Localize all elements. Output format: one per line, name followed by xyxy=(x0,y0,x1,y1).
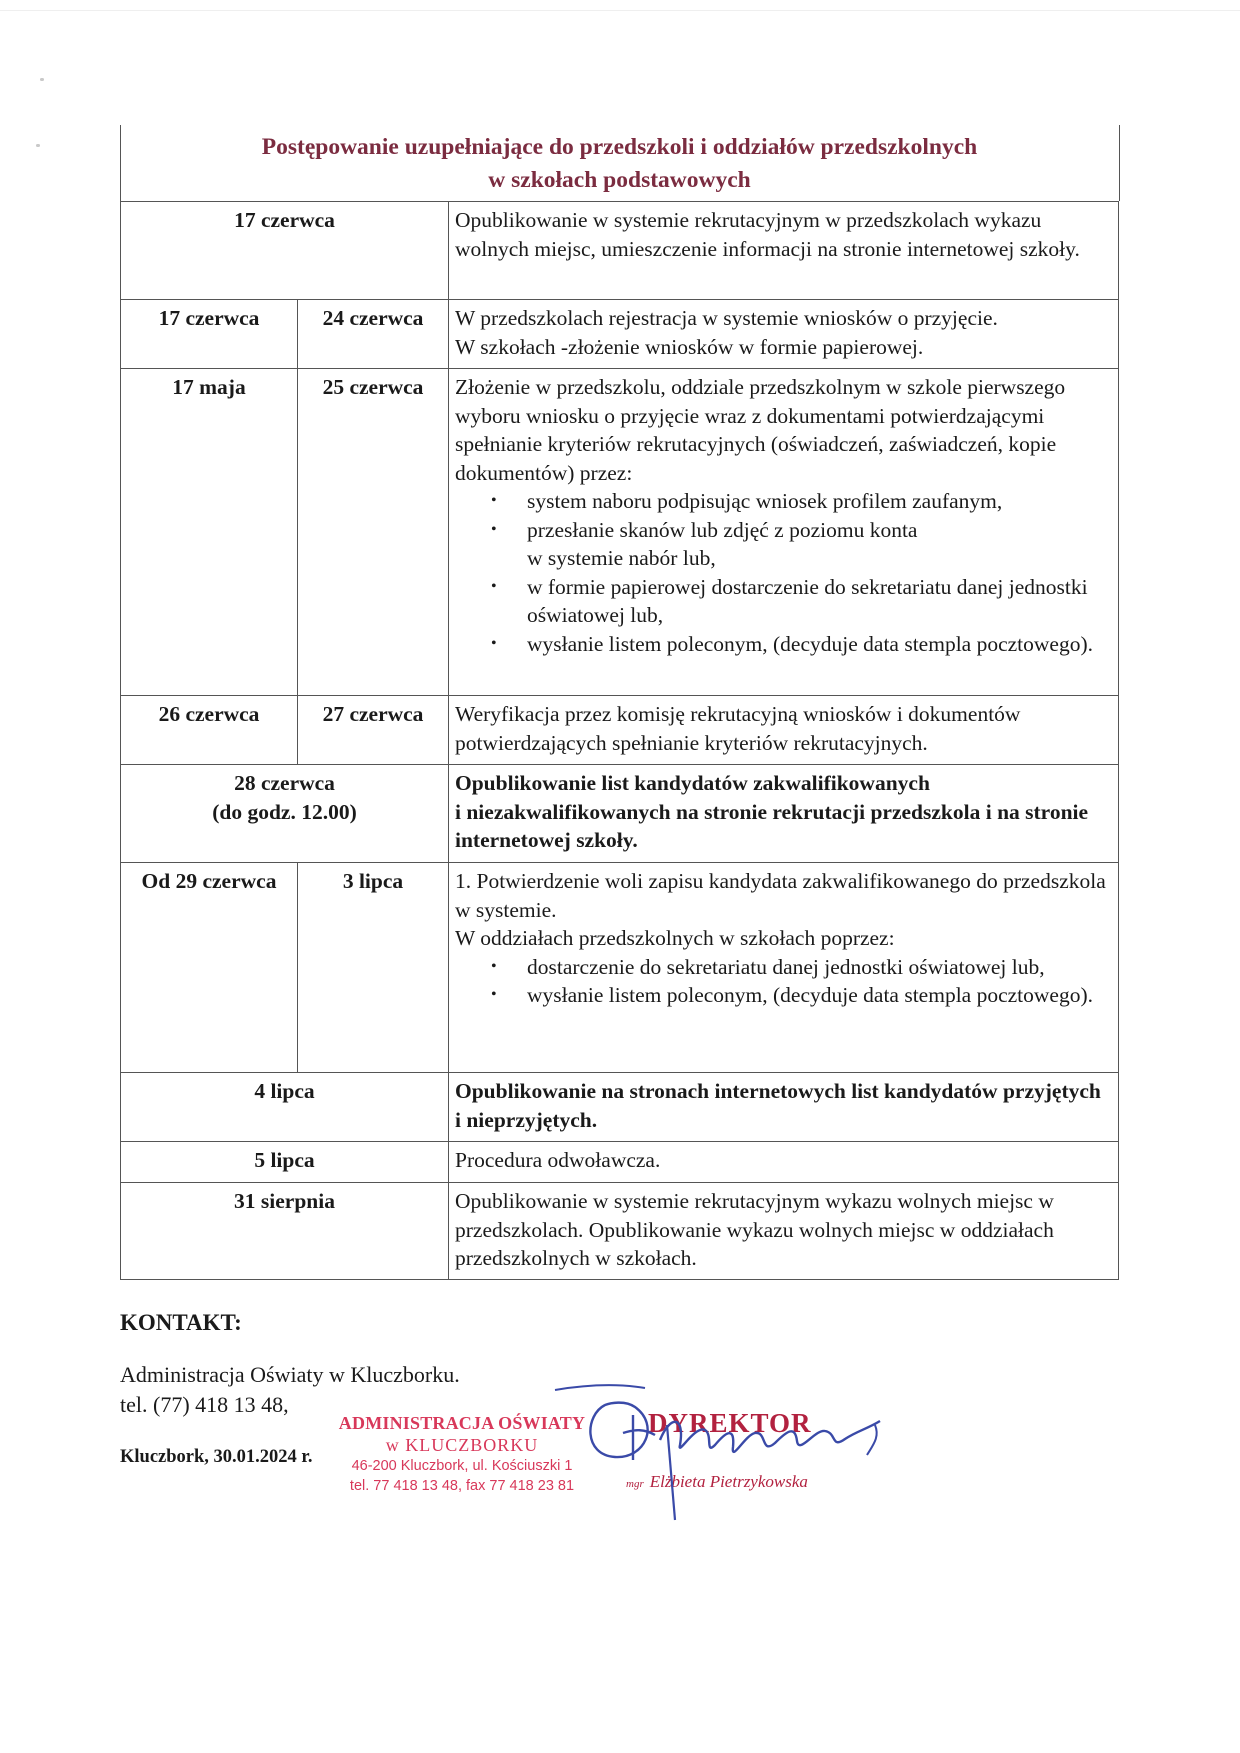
stamp-phone: tel. 77 418 13 48, fax 77 418 23 81 xyxy=(349,1478,575,1494)
bullet-list xyxy=(455,487,1112,658)
row-description-line: i niezakwalifikowanych na stronie rekrutacji przedszkola i na stronie internetowej szkoły. xyxy=(455,799,1089,852)
stamp-address: 46-200 Kluczbork, ul. Kościuszki 1 xyxy=(351,1458,573,1474)
row-description-line: Opublikowanie list kandydatów zakwalifikowanych xyxy=(455,771,930,795)
row-date: 5 lipca xyxy=(121,1142,449,1183)
table-row xyxy=(121,369,1119,696)
signatory-degree: mgr xyxy=(626,1478,644,1490)
row-date-to: 24 czerwca xyxy=(298,300,449,369)
list-item: • system naboru podpisując wniosek profilem zaufanym, xyxy=(527,487,1112,516)
office-stamp xyxy=(322,1412,602,1496)
list-item: • wysłanie listem poleconym, (decyduje data stempla pocztowego). xyxy=(527,981,1112,1010)
row-date-from: 17 maja xyxy=(121,369,298,696)
row-date-to: 25 czerwca xyxy=(298,369,449,696)
stamp-line-2: w KLUCZBORKU xyxy=(385,1435,539,1455)
row-date: 31 sierpnia xyxy=(121,1183,449,1280)
row-date xyxy=(121,765,449,863)
row-description xyxy=(449,765,1119,863)
row-date: 4 lipca xyxy=(121,1073,449,1142)
row-description xyxy=(449,369,1119,696)
row-description: Weryfikacja przez komisję rekrutacyjną wniosków i dokumentów potwierdzających spełnianie kryteriów rekrutacyjnych. xyxy=(449,696,1119,765)
table-title xyxy=(121,125,1119,202)
table-row xyxy=(121,696,1119,765)
table-title-row xyxy=(121,125,1119,202)
row-date-to: 27 czerwca xyxy=(298,696,449,765)
table-row xyxy=(121,1073,1119,1142)
signatory-full-name: Elżbieta Pietrzykowska xyxy=(649,1472,808,1491)
contact-phone: tel. (77) 418 13 48, xyxy=(120,1392,289,1417)
row-description: Opublikowanie w systemie rekrutacyjnym w przedszkolach wykazu wolnych miejsc, umieszczenie informacji na stronie internetowej szkoły. xyxy=(449,202,1119,300)
row-date-from: Od 29 czerwca xyxy=(121,863,298,1073)
row-description: Opublikowanie w systemie rekrutacyjnym wykazu wolnych miejsc w przedszkolach. Opublikowanie wykazu wolnych miejsc w oddziałach przedszkolnych w szkołach. xyxy=(449,1183,1119,1280)
signature-title: DYREKTOR xyxy=(648,1408,812,1438)
row-description-line: W oddziałach przedszkolnych w szkołach poprzez: xyxy=(455,926,895,950)
row-date-from: 17 czerwca xyxy=(121,300,298,369)
table-row xyxy=(121,765,1119,863)
list-item: • dostarczenie do sekretariatu danej jednostki oświatowej lub, xyxy=(527,953,1112,982)
contact-heading: KONTAKT: xyxy=(120,1310,242,1335)
row-description-line: W szkołach -złożenie wniosków w formie papierowej. xyxy=(455,334,924,359)
table-row xyxy=(121,202,1119,300)
scan-speck xyxy=(40,78,44,81)
contact-office: Administracja Oświaty w Kluczborku. xyxy=(120,1362,460,1387)
row-description-text: Złożenie w przedszkolu, oddziale przedszkolnym w szkole pierwszego wyboru wniosku o przyjęcie wraz z dokumentami potwierdzającymi spełnianie kryteriów rekrutacyjnych (oświadczeń, zaświadczeń, kopie dokumentów) przez: xyxy=(455,375,1066,485)
row-date-note: (do godz. 12.00) xyxy=(212,799,357,824)
table-row xyxy=(121,300,1119,369)
bullet-list xyxy=(455,953,1112,1010)
list-item: • przesłanie skanów lub zdjęć z poziomu konta w systemie nabór lub, xyxy=(527,516,1112,573)
row-date-from: 26 czerwca xyxy=(121,696,298,765)
row-description: Opublikowanie na stronach internetowych list kandydatów przyjętych i nieprzyjętych. xyxy=(449,1073,1119,1142)
row-date: 17 czerwca xyxy=(121,202,449,300)
title-line-1: Postępowanie uzupełniające do przedszkoli i oddziałów przedszkolnych xyxy=(261,134,978,160)
place-and-date: Kluczbork, 30.01.2024 r. xyxy=(120,1447,313,1467)
row-description xyxy=(449,300,1119,369)
page-top-edge xyxy=(0,10,1240,11)
table-row xyxy=(121,1142,1119,1183)
stamp-line-1: ADMINISTRACJA OŚWIATY xyxy=(338,1413,586,1433)
table-row xyxy=(121,863,1119,1073)
list-item: • w formie papierowej dostarczenie do sekretariatu danej jednostki oświatowej lub, xyxy=(527,573,1112,630)
row-description-line: W przedszkolach rejestracja w systemie wniosków o przyjęcie. xyxy=(455,306,998,330)
table-row xyxy=(121,1183,1119,1280)
row-description xyxy=(449,863,1119,1073)
title-line-2: w szkołach podstawowych xyxy=(488,167,751,193)
row-date-line: 28 czerwca xyxy=(234,771,335,795)
row-date-to: 3 lipca xyxy=(298,863,449,1073)
row-description-line: 1. Potwierdzenie woli zapisu kandydata zakwalifikowanego do przedszkola w systemie. xyxy=(455,869,1106,922)
scan-speck xyxy=(36,144,40,147)
row-description: Procedura odwoławcza. xyxy=(449,1142,1119,1183)
list-item: • wysłanie listem poleconym, (decyduje data stempla pocztowego). xyxy=(527,630,1112,659)
handwritten-signature xyxy=(575,1385,895,1525)
schedule-table xyxy=(120,125,1119,1280)
